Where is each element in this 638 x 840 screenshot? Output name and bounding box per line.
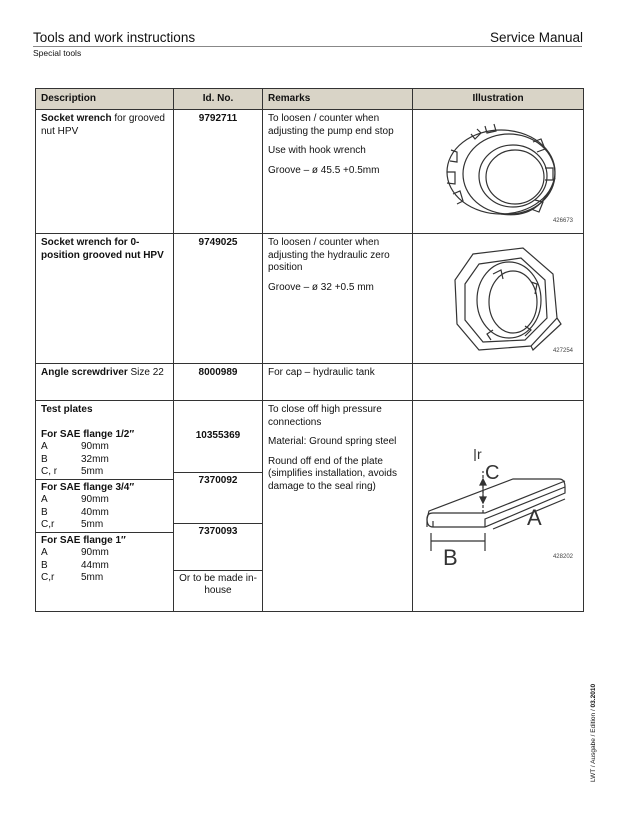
description-cell <box>36 364 174 401</box>
col-illustration: Illustration <box>413 89 584 110</box>
figure-number: 428202 <box>552 553 573 560</box>
col-remarks: Remarks <box>263 89 413 110</box>
flange-group <box>41 429 168 479</box>
id-cell: 9749025 <box>174 234 263 364</box>
flange-title: For SAE flange 3/4″ <box>41 481 135 493</box>
dim-label-b: B <box>443 545 458 570</box>
dim-line: A 90mm <box>41 441 109 452</box>
remark-text: To close off high pressure connections <box>268 404 382 428</box>
dim-line: A 90mm <box>41 547 109 558</box>
tool-name: Angle screwdriver <box>41 367 128 378</box>
remark-text: Material: Ground spring steel <box>268 436 397 447</box>
edition-date: 03.2010 <box>590 683 597 708</box>
illustration-cell <box>413 234 584 364</box>
edition-prefix: LWT / Ausgabe / Edition / <box>590 707 597 782</box>
id-cell: 8000989 <box>174 364 263 401</box>
dim-line: C,r 5mm <box>41 519 104 530</box>
remark-text: Groove – ø 45.5 +0.5mm <box>268 164 380 176</box>
remark-text: To loosen / counter when adjusting the hydraulic zero position <box>268 237 390 273</box>
dim-line: C,r 5mm <box>41 572 104 583</box>
illustration-cell <box>413 364 584 401</box>
table-row <box>36 401 584 612</box>
id-cell: 9792711 <box>174 110 263 234</box>
tool-name: Test plates <box>41 404 93 415</box>
tool-name-rest: Size 22 <box>127 367 164 378</box>
tool-name-rest: for grooved nut HPV <box>41 113 165 137</box>
header-title: Tools and work instructions <box>33 30 196 45</box>
header-manual-label: Service Manual <box>490 30 584 45</box>
dim-line: B 44mm <box>41 559 109 571</box>
edition-sidebar <box>590 684 597 782</box>
dim-label-c: C <box>485 462 500 484</box>
special-tools-table <box>35 88 584 612</box>
id-number: 7370092 <box>174 472 262 523</box>
flange-group <box>36 479 173 532</box>
col-description: Description <box>36 89 174 110</box>
dim-line: B 40mm <box>41 506 109 518</box>
flange-title: For SAE flange 1″ <box>41 534 126 546</box>
figure-number: 427254 <box>552 347 573 354</box>
description-cell <box>36 110 174 234</box>
tool-name: Socket wrench for 0-position grooved nut HPV <box>41 237 164 261</box>
dim-label-a: A <box>527 505 542 530</box>
table-header-row <box>36 89 584 110</box>
id-note: Or to be made in-house <box>174 570 262 598</box>
dim-label-r: r <box>477 446 482 462</box>
table-row <box>36 110 584 234</box>
table-row <box>36 234 584 364</box>
description-cell <box>36 234 174 364</box>
remark-text: For cap – hydraulic tank <box>268 367 375 378</box>
header-rule <box>33 46 582 47</box>
flange-group <box>36 532 173 585</box>
remarks-cell <box>263 401 413 612</box>
table-row <box>36 364 584 401</box>
test-plate-illustration <box>413 401 584 611</box>
remark-text: To loosen / counter when adjusting the pump end stop <box>268 113 394 137</box>
remark-text: Groove – ø 32 +0.5 mm <box>268 281 374 293</box>
remarks-cell <box>263 110 413 234</box>
dim-line: B 32mm <box>41 453 109 465</box>
flange-title: For SAE flange 1/2″ <box>41 428 135 440</box>
remarks-cell <box>263 234 413 364</box>
id-number: 7370093 <box>174 523 262 570</box>
tool-name: Socket wrench <box>41 113 112 124</box>
remark-text: Use with hook wrench <box>268 145 366 156</box>
header-subtitle: Special tools <box>33 48 82 58</box>
remark-text: Round off end of the plate (simplifies installation, avoids damage to the seal ring) <box>268 455 397 492</box>
id-number: 10355369 <box>195 430 241 441</box>
dim-line: C, r 5mm <box>41 466 104 477</box>
remarks-cell <box>263 364 413 401</box>
description-cell <box>36 401 174 612</box>
figure-number: 426673 <box>552 217 573 224</box>
id-cell <box>174 401 263 612</box>
illustration-cell <box>413 401 584 612</box>
illustration-cell <box>413 110 584 234</box>
col-id-no: Id. No. <box>174 89 263 110</box>
dim-line: A 90mm <box>41 494 109 505</box>
